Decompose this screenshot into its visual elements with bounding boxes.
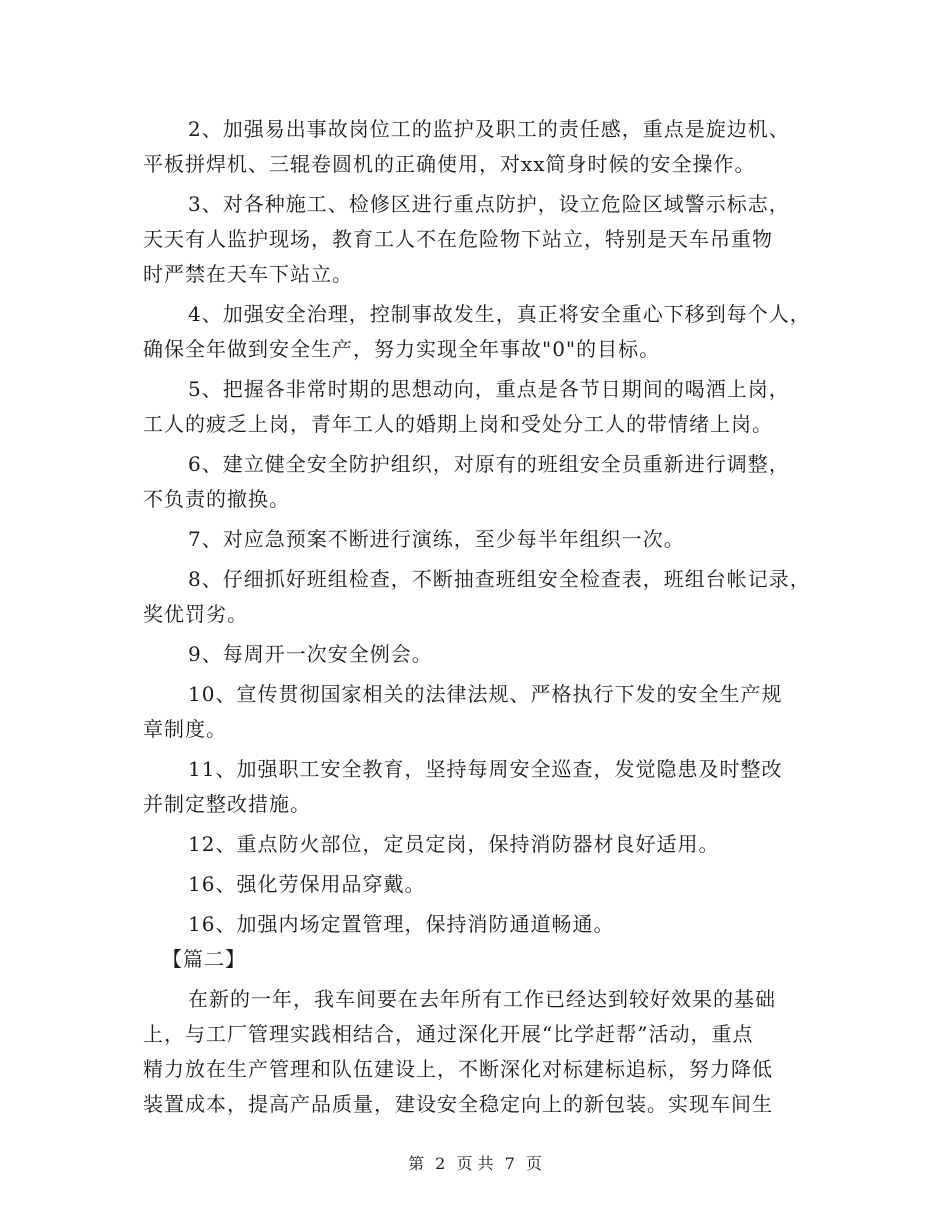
section-heading: 【篇二】 <box>162 947 246 971</box>
text-line: 不负责的撤换。 <box>143 487 290 511</box>
text-line: 16、加强内场定置管理，保持消防通道畅通。 <box>188 912 615 936</box>
text-line: 天天有人监护现场，教育工人不在危险物下站立，特别是天车吊重物 <box>143 227 773 251</box>
text-line: 并制定整改措施。 <box>143 792 311 816</box>
page-number-current: 2 <box>435 1154 446 1173</box>
text-line: 8、仔细抓好班组检查，不断抽查班组安全检查表，班组台帐记录， <box>188 567 811 591</box>
text-line: 2、加强易出事故岗位工的监护及职工的责任感，重点是旋边机、 <box>188 117 790 141</box>
text-line: 10、宣传贯彻国家相关的法律法规、严格执行下发的安全生产规 <box>188 682 783 706</box>
text-line: 5、把握各非常时期的思想动向，重点是各节日期间的喝酒上岗， <box>188 377 790 401</box>
text-line: 平板拼焊机、三辊卷圆机的正确使用，对xx简身时候的安全操作。 <box>143 152 756 176</box>
text-line: 在新的一年，我车间要在去年所有工作已经达到较好效果的基础 <box>188 987 776 1011</box>
text-line: 6、建立健全安全防护组织，对原有的班组安全员重新进行调整， <box>188 452 790 476</box>
text-line: 确保全年做到安全生产，努力实现全年事故"0"的目标。 <box>143 337 661 361</box>
text-line: 工人的疲乏上岗，青年工人的婚期上岗和受处分工人的带情绪上岗。 <box>143 412 773 436</box>
text-line: 奖优罚劣。 <box>143 602 248 626</box>
text-line: 9、每周开一次安全例会。 <box>188 642 433 666</box>
text-line: 4、加强安全治理，控制事故发生，真正将安全重心下移到每个人， <box>188 302 811 326</box>
page-footer <box>0 1154 950 1174</box>
text-line: 时严禁在天车下站立。 <box>143 262 353 286</box>
footer-middle: 页 共 <box>456 1154 494 1173</box>
text-line: 上，与工厂管理实践相结合，通过深化开展“比学赶帮”活动，重点 <box>143 1022 754 1046</box>
text-line: 12、重点防火部位，定员定岗，保持消防器材良好适用。 <box>188 832 720 856</box>
footer-suffix: 页 <box>525 1154 542 1173</box>
footer-prefix: 第 <box>408 1154 425 1173</box>
text-line: 章制度。 <box>143 717 227 741</box>
text-line: 7、对应急预案不断进行演练，至少每半年组织一次。 <box>188 527 685 551</box>
text-line: 精力放在生产管理和队伍建设上，不断深化对标建标追标，努力降低 <box>143 1057 773 1081</box>
text-line: 11、加强职工安全教育，坚持每周安全巡查，发觉隐患及时整改 <box>188 757 783 781</box>
page-number-total: 7 <box>504 1154 515 1173</box>
text-line: 16、强化劳保用品穿戴。 <box>188 872 426 896</box>
text-line: 3、对各种施工、检修区进行重点防护，设立危险区域警示标志， <box>188 192 790 216</box>
text-line: 装置成本，提高产品质量，建设安全稳定向上的新包装。实现车间生 <box>143 1092 773 1116</box>
